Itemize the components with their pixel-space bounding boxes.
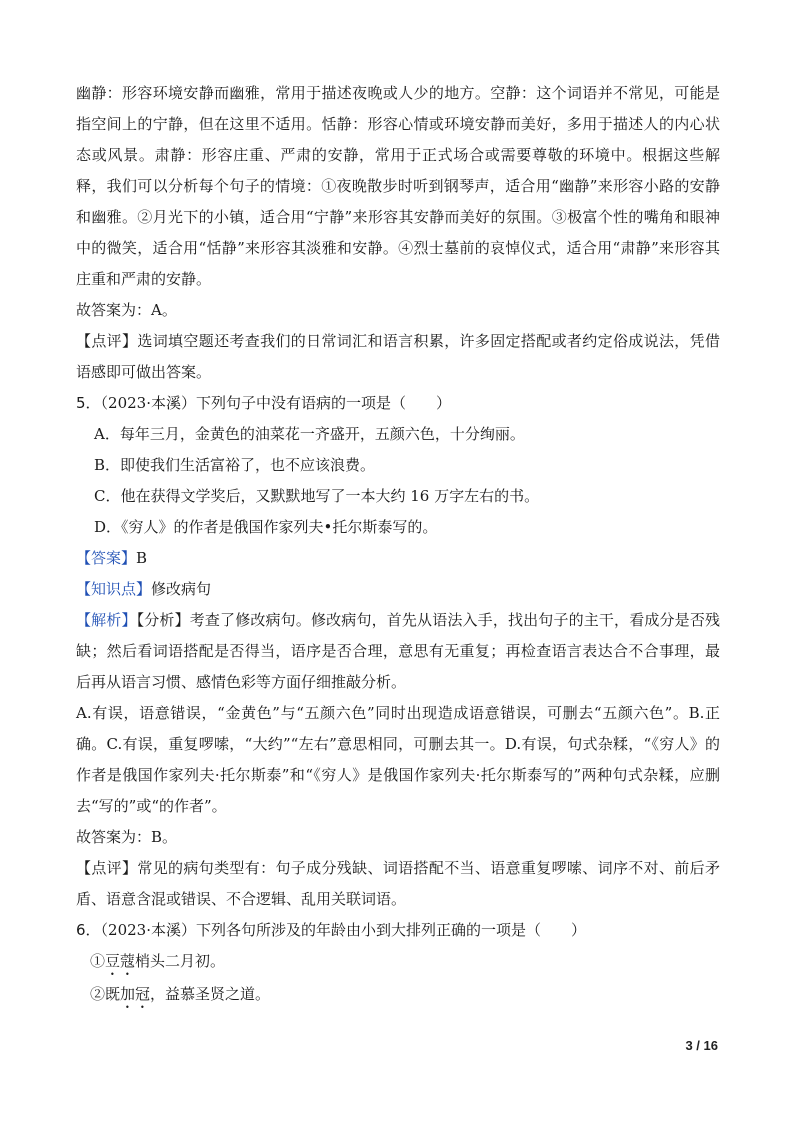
final-answer: 故答案为：B。 xyxy=(76,828,178,846)
q6-item-2 xyxy=(76,979,720,1012)
question-number: 5． xyxy=(76,394,101,412)
knowledge-tag: 【知识点】 xyxy=(76,580,152,598)
question-source: （2023·本溪） xyxy=(100,921,196,939)
option-a: A．每年三月，金黄色的油菜花一齐盛开，五颜六色，十分绚丽。 xyxy=(94,425,525,443)
page-number: 3 / 16 xyxy=(685,1038,718,1053)
analysis-sub-tag: 【分析】 xyxy=(136,611,190,629)
item-text: 梢头二月初。 xyxy=(135,952,226,970)
question-number: 6． xyxy=(76,921,101,939)
item-number: ① xyxy=(90,952,106,970)
question-stem: 下列各句所涉及的年龄由小到大排列正确的一项是（ ） xyxy=(196,921,587,939)
q6-item-1 xyxy=(76,946,720,979)
analysis-text: 考查了修改病句。修改病句，首先从语法入手，找出句子的主干，看成分是否残缺；然后看词语搭配是否得当，语序是否合理，意思有无重复；再检查语言表达合不合事理，最后再从语言习惯、感情色彩等方面仔细推敲分析。 xyxy=(76,611,720,691)
document-page xyxy=(76,78,720,1012)
item-text-pre: 既 xyxy=(105,985,121,1003)
item-text: ，益慕圣贤之道。 xyxy=(150,985,271,1003)
answer-value: B xyxy=(136,549,148,567)
option-d: D．《穷人》的作者是俄国作家列夫•托尔斯泰写的。 xyxy=(94,518,438,536)
comment-text: 常见的病句类型有：句子成分残缺、词语搭配不当、语意重复啰嗦、词序不对、前后矛盾、语意含混或错误、不合逻辑、乱用关联词语。 xyxy=(76,859,720,908)
comment-tag: 【点评】 xyxy=(76,859,138,877)
question-source: （2023·本溪） xyxy=(100,394,196,412)
knowledge-row xyxy=(76,574,720,605)
question-5-stem xyxy=(76,388,720,419)
analysis-tag: 【解析】 xyxy=(76,611,137,629)
answer-tag: 【答案】 xyxy=(76,549,137,567)
knowledge-value: 修改病句 xyxy=(151,580,212,598)
comment-q5 xyxy=(76,853,720,915)
question-6-stem xyxy=(76,915,720,946)
comment-q4 xyxy=(76,326,720,388)
answer-row xyxy=(76,543,720,574)
comment-tag: 【点评】 xyxy=(76,332,138,350)
answer-line-q4: 故答案为：A。 xyxy=(76,301,177,319)
question-stem: 下列句子中没有语病的一项是（ ） xyxy=(196,394,452,412)
option-c: C．他在获得文学奖后，又默默地写了一本大约 16 万字左右的书。 xyxy=(94,487,540,505)
explanation-paragraph: 幽静：形容环境安静而幽雅，常用于描述夜晚或人少的地方。空静：这个词语并不常见，可能是指空间上的宁静，但在这里不适用。恬静：形容心情或环境安静而美好，多用于描述人的内心状态或风景。肃静：形容庄重、严肃的安静，常用于正式场合或需要尊敬的环境中。根据这些解释，我们可以分析每个句子的情境：①夜晚散步时听到钢琴声，适合用“幽静”来形容小路的安静和幽雅。②月光下的小镇，适合用“宁静”来形容其安静而美好的氛围。③极富个性的嘴角和眼神中的微笑，适合用“恬静”来形容其淡雅和安静。④烈士墓前的哀悼仪式，适合用“肃静”来形容其庄重和严肃的安静。 xyxy=(76,84,720,288)
analysis-row xyxy=(76,605,720,698)
comment-text: 选词填空题还考查我们的日常词汇和语言积累，许多固定搭配或者约定俗成说法，凭借语感即可做出答案。 xyxy=(76,332,720,381)
emphasized-word: 豆蔻 xyxy=(105,952,136,970)
analysis-detail: A.有误，语意错误，“金黄色”与“五颜六色”同时出现造成语意错误，可删去“五颜六色”。B.正确。C.有误，重复啰嗦，“大约”“左右”意思相同，可删去其一。D.有误，句式杂糅，“《穷人》的作者是俄国作家列夫·托尔斯泰”和“《穷人》是俄国作家列夫·托尔斯泰写的”两种句式杂糅，应删去“写的”或“的作者”。 xyxy=(76,704,720,815)
item-number: ② xyxy=(90,985,106,1003)
emphasized-word: 加冠 xyxy=(120,985,151,1003)
option-b: B．即使我们生活富裕了，也不应该浪费。 xyxy=(94,456,376,474)
